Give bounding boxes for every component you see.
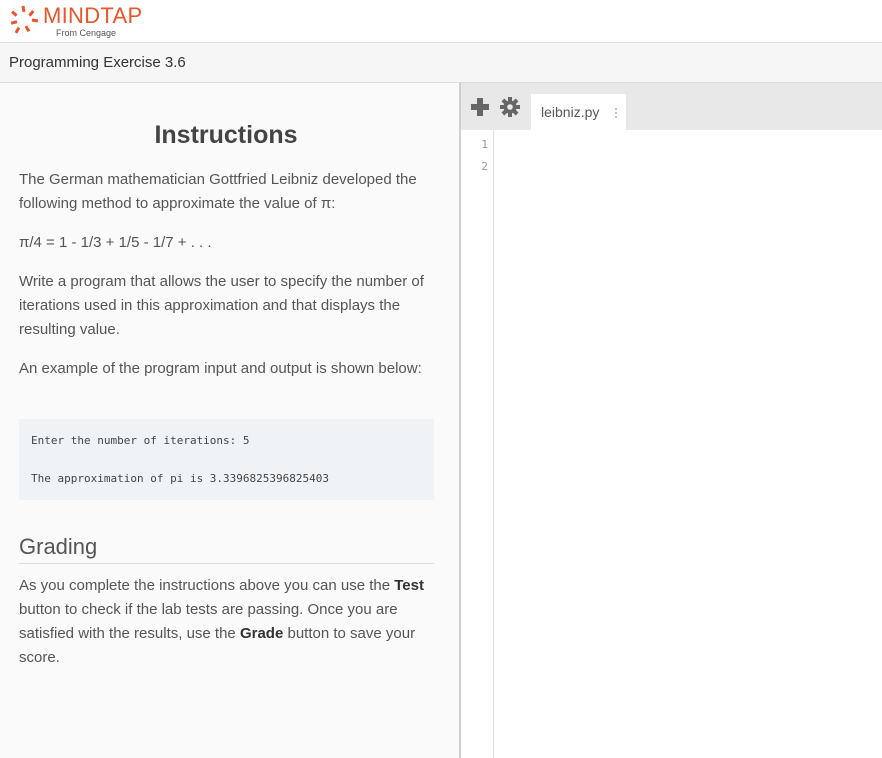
code-text-area[interactable] <box>495 130 882 758</box>
logo-title: MINDTAP <box>43 3 143 28</box>
grading-text: button to save your score. <box>19 625 416 666</box>
line-number-gutter <box>461 130 494 758</box>
grading-paragraph <box>19 574 439 670</box>
exercise-title-bar <box>0 43 882 83</box>
leibniz-formula: π/4 = 1 - 1/3 + 1/5 - 1/7 + . . . <box>19 234 212 251</box>
grade-label: Grade <box>239 625 284 642</box>
line-number: 1 <box>481 138 488 151</box>
mindtap-logo[interactable] <box>9 4 142 38</box>
code-editor <box>461 83 882 758</box>
instructions-paragraph-example: An example of the program input and output is shown below: <box>19 360 422 377</box>
grading-text: button to check if the lab tests are passing. Once you are satisfied with the results, use the <box>19 601 398 642</box>
grading-divider <box>19 563 434 564</box>
plus-icon[interactable] <box>469 96 491 118</box>
editor-tab-bar <box>461 83 882 130</box>
top-bar <box>0 0 882 43</box>
instructions-paragraph-intro: The German mathematician Gottfried Leibniz developed the following method to approximate the value of π: <box>19 171 417 212</box>
grading-text: As you complete the instructions above you can use the <box>19 577 395 594</box>
example-code-block <box>19 419 434 500</box>
file-tab-leibniz[interactable] <box>531 94 626 130</box>
instructions-heading: Instructions <box>154 121 298 149</box>
instructions-paragraph-task: Write a program that allows the user to specify the number of iterations used in this approximation and that displays the resulting value. <box>19 273 424 338</box>
grading-heading: Grading <box>19 534 98 559</box>
mindtap-logo-icon <box>9 4 41 36</box>
kebab-menu-icon[interactable] <box>614 107 618 119</box>
line-number: 2 <box>481 160 488 173</box>
code-line: The approximation of pi is 3.3396825396825403 <box>31 472 330 485</box>
logo-subtitle: From Cengage <box>56 28 117 38</box>
test-label: Test <box>394 577 424 594</box>
code-line: Enter the number of iterations: 5 <box>31 434 250 447</box>
file-tab-label: leibniz.py <box>541 104 600 120</box>
instructions-panel[interactable] <box>0 83 459 758</box>
exercise-title: Programming Exercise 3.6 <box>9 54 186 71</box>
gear-icon[interactable] <box>499 96 521 118</box>
